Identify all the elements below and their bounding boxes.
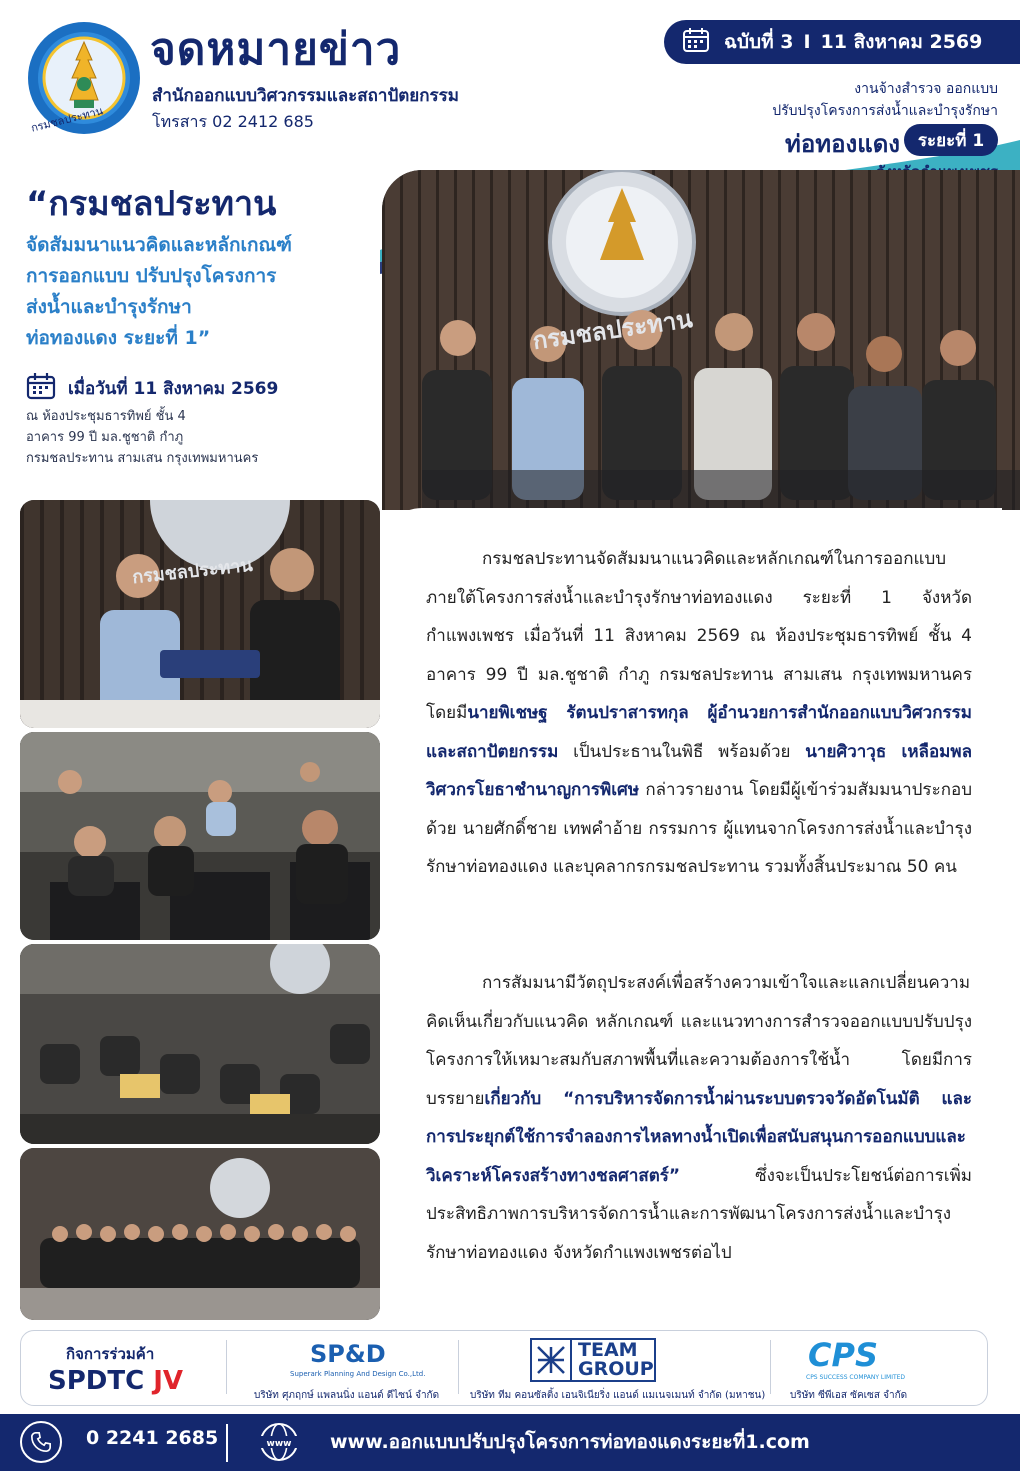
spd-logo-sub: Superark Planning And Design Co.,Ltd. <box>290 1370 426 1378</box>
project-name: ท่อทองแดง <box>785 130 900 158</box>
photo-sign-text: กรมชลประทาน <box>131 554 254 589</box>
venue-line: อาคาร 99 ปี มล.ชูชาติ กำภู <box>26 430 184 445</box>
office-name: สำนักออกแบบวิศวกรรมและสถาปัตยกรรม <box>152 86 460 106</box>
cps-logo: CPS <box>808 1336 878 1374</box>
issue-number: ฉบับที่ 3 <box>724 31 794 53</box>
team-logo-bottom: GROUP <box>578 1358 654 1380</box>
event-date-row <box>26 372 278 404</box>
logo-caption: กรมชลประทาน <box>29 104 105 135</box>
project-line-1: งานจ้างสำรวจ ออกแบบ <box>854 81 998 97</box>
headline-line: ท่อทองแดง ระยะที่ 1” <box>26 327 211 349</box>
svg-text:www: www <box>266 1439 292 1449</box>
spd-logo: SP&D <box>310 1340 386 1368</box>
footer-phone[interactable]: 0 2241 2685 <box>86 1427 219 1449</box>
issue-date: 11 สิงหาคม 2569 <box>820 31 983 53</box>
paragraph-text: กล่าวรายงาน โดยมีผู้เข้าร่วมสัมมนาประกอบด้วย นายศักดิ์ชาย เทพคำอ้าย กรรมการ ผู้แทนจากโครงการส่งน้ำและบำรุงรักษาท่อทองแดง และบุคลากรกรมชลประทาน รวมทั้งสิ้นประมาณ 50 คน <box>426 780 972 877</box>
cps-logo-sub: CPS SUCCESS COMPANY LIMITED <box>806 1374 906 1381</box>
team-grid-icon <box>532 1340 572 1380</box>
article-paragraph-2 <box>426 964 972 1272</box>
paragraph-text: เป็นประธานในพิธี พร้อมด้วย <box>558 741 806 762</box>
issue-separator: I <box>803 31 811 53</box>
partner-divider <box>226 1340 227 1394</box>
calendar-icon <box>26 372 56 404</box>
partner-divider <box>770 1340 771 1394</box>
headline-line: ส่งน้ำและบำรุงรักษา <box>26 296 192 318</box>
fax-number: โทรสาร 02 2412 685 <box>152 112 314 131</box>
meeting-photo-1 <box>20 732 380 940</box>
paragraph-text: กรมชลประทานจัดสัมมนาแนวคิดและหลักเกณฑ์ในการออกแบบ ภายใต้โครงการส่งน้ำและบำรุงรักษาท่อทองแดง ระยะที่ 1 จังหวัดกำแพงเพชร เมื่อวันที่ 11 สิงหาคม 2569 ณ ห้องประชุมธารทิพย์ ชั้น 4 อาคาร 99 ปี มล.ชูชาติ กำภู กรมชลประทาน สามเสน กรุงเทพมหานคร โดยมี <box>426 549 972 723</box>
jv-name <box>48 1366 183 1396</box>
jv-name-main: SPDTC <box>48 1366 145 1396</box>
partner-divider <box>458 1340 459 1394</box>
footer-website[interactable]: www.ออกแบบปรับปรุงโครงการท่อทองแดงระยะที่1.com <box>330 1431 810 1453</box>
highlight-lecture-topic: เกี่ยวกับ “การบริหารจัดการน้ำผ่านระบบตรวจวัดอัตโนมัติ และ การประยุกต์ใช้การจำลองการไหลทางน้ำเปิดเพื่อสนับสนุนการออกแบบและวิเคราะห์โครงสร้างทางชลศาสตร์” <box>426 1088 972 1186</box>
issue-badge <box>664 20 1020 64</box>
paragraph-text: ซึ่งจะเป็นประโยชน์ต่อการเพิ่มประสิทธิภาพการบริหารจัดการน้ำและการพัฒนาโครงการส่งน้ำและบำรุงรักษาท่อทองแดง จังหวัดกำแพงเพชรต่อไป <box>426 1165 972 1263</box>
calendar-icon <box>682 27 710 58</box>
article-paragraph-1 <box>426 540 972 887</box>
jv-label: กิจการร่วมค้า <box>66 1345 155 1363</box>
group-photo-audience <box>20 1148 380 1320</box>
team-caption: บริษัท ทีม คอนซัลติ้ง เอนจิเนียริ่ง แอนด์ แมเนจเมนท์ จำกัด (มหาชน) <box>470 1390 766 1401</box>
jv-name-suffix: JV <box>153 1366 184 1396</box>
group-photo-main <box>382 170 1020 510</box>
headline-line: จัดสัมมนาแนวคิดและหลักเกณฑ์ <box>26 234 292 256</box>
phone-icon <box>20 1421 62 1463</box>
spd-caption: บริษัท ศุภฤกษ์ แพลนนิ่ง แอนด์ ดีไซน์ จำกัด <box>254 1390 440 1401</box>
highlight-chairperson: นายพิเชษฐ รัตนปราสารทกุล ผู้อำนวยการสำนักออกแบบวิศวกรรมและสถาปัตยกรรม <box>426 703 972 762</box>
venue-line: ณ ห้องประชุมธารทิพย์ ชั้น 4 <box>26 409 186 424</box>
photo-sign-text: กรมชลประทาน <box>530 304 695 356</box>
event-date: เมื่อวันที่ 11 สิงหาคม 2569 <box>68 378 279 399</box>
footer-divider <box>226 1424 228 1462</box>
headline-title: “กรมชลประทาน <box>26 184 277 224</box>
highlight-reporter: นายศิวาวุธ เหลือมพล วิศวกรโยธาชำนาญการพิเศษ <box>426 741 972 800</box>
cps-caption: บริษัท ซีพีเอส ซัคเซส จำกัด <box>790 1390 908 1401</box>
meeting-photo-2 <box>20 944 380 1144</box>
handover-photo <box>20 500 380 728</box>
newsletter-title: จดหมายข่าว <box>150 24 402 75</box>
team-logo-top: TEAM <box>578 1339 638 1361</box>
headline-line: การออกแบบ ปรับปรุงโครงการ <box>26 265 277 287</box>
phase-badge: ระยะที่ 1 <box>904 124 998 156</box>
venue-line: กรมชลประทาน สามเสน กรุงเทพมหานคร <box>26 451 259 466</box>
paragraph-text: การสัมมนามีวัตถุประสงค์เพื่อสร้างความเข้าใจและแลกเปลี่ยนความคิดเห็นเกี่ยวกับแนวคิด หลักเกณฑ์ และแนวทางการสำรวจออกแบบปรับปรุงโครงการให้เหมาะสมกับสภาพพื้นที่และความต้องการใช้น้ำ โดยมีการบรรยาย <box>426 973 972 1109</box>
team-group-logo <box>530 1338 656 1382</box>
globe-icon <box>256 1420 302 1468</box>
project-line-2: ปรับปรุงโครงการส่งน้ำและบำรุงรักษา <box>772 103 998 119</box>
